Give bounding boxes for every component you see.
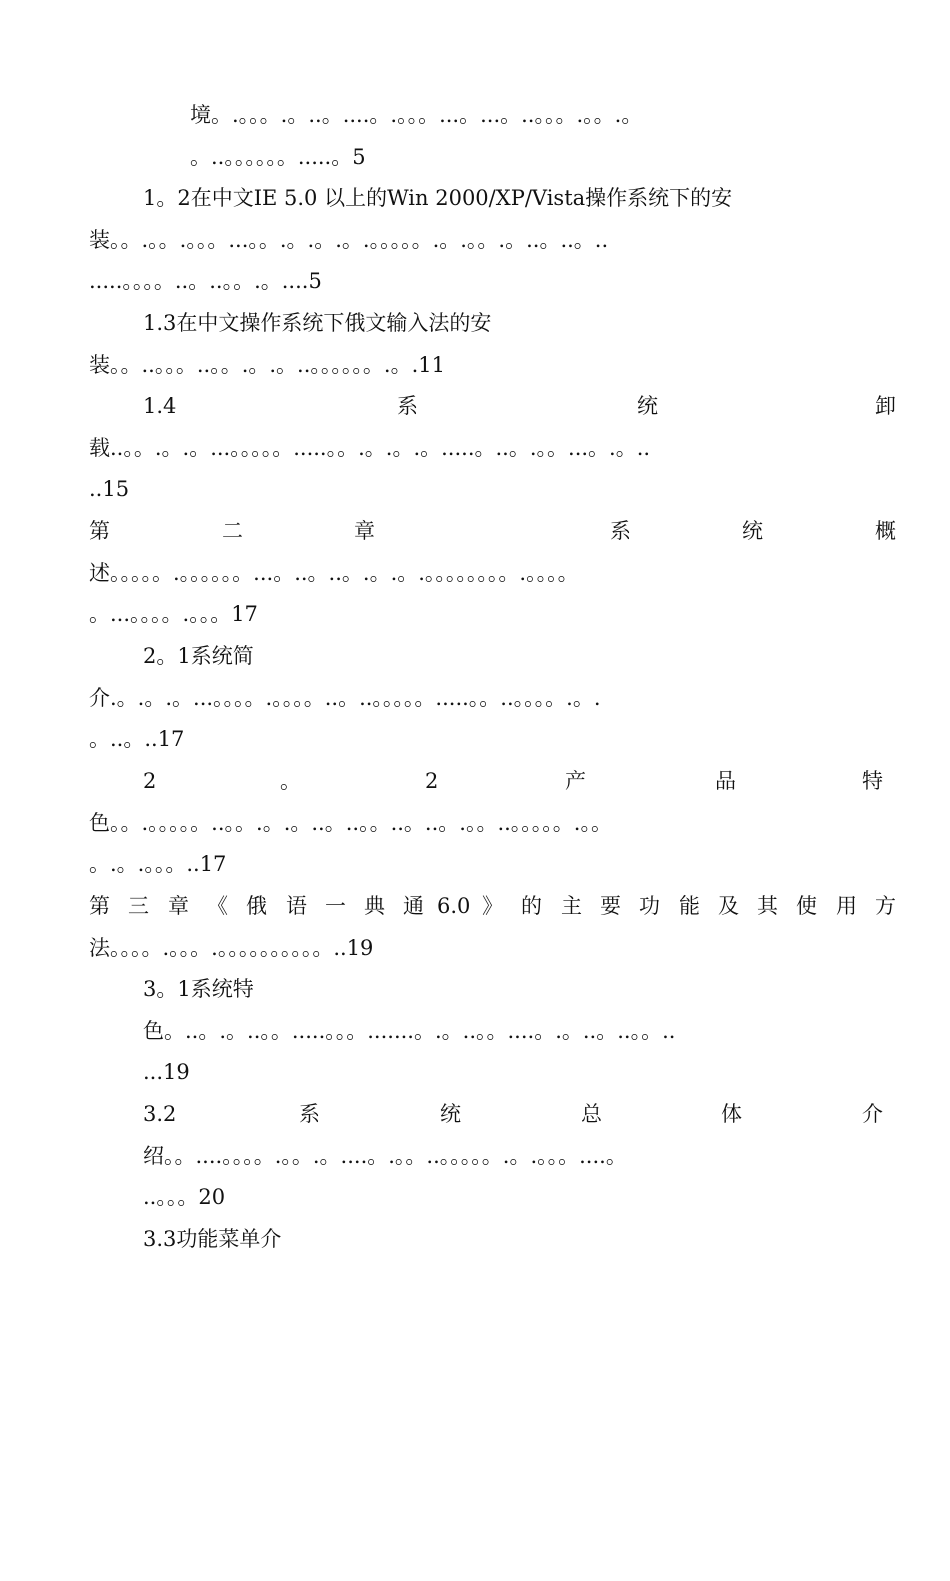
- toc-word: 介: [862, 1102, 883, 1126]
- toc-line: 。...。。。。.。。。17: [89, 602, 258, 626]
- toc-word: 其: [757, 894, 778, 918]
- toc-word: 特: [862, 769, 883, 793]
- toc-word: 二: [222, 519, 243, 543]
- toc-word: 章: [354, 519, 375, 543]
- toc-word: 语: [286, 894, 307, 918]
- toc-line: 装。。.。。.。。。...。。.。.。.。.。。。。。.。.。。.。..。..。..: [89, 228, 609, 252]
- toc-word: 要: [600, 894, 621, 918]
- toc-justified-line: [0, 1099, 950, 1129]
- toc-line: 境。.。。。.。..。....。.。。。...。...。..。。。.。。.。: [190, 103, 643, 127]
- toc-word: 章: [168, 894, 189, 918]
- toc-line: ..。。。20: [143, 1185, 226, 1209]
- toc-word: 产: [565, 769, 586, 793]
- toc-word: 及: [718, 894, 739, 918]
- toc-word: 用: [836, 894, 857, 918]
- toc-word: 通: [403, 894, 424, 918]
- toc-heading-line: 1。2在中文IE 5.0 以上的Win 2000/XP/Vista操作系统下的安: [143, 186, 733, 210]
- toc-line: .....。。。。..。..。。.。....5: [89, 269, 322, 293]
- toc-word: 的: [521, 894, 542, 918]
- toc-justified-line: [0, 516, 950, 546]
- toc-line: 色。。.。。。。。..。。.。.。..。..。。..。..。.。。..。。。。。.。。: [89, 811, 612, 835]
- toc-word: 典: [364, 894, 385, 918]
- toc-line: ...19: [143, 1060, 190, 1084]
- toc-line: 法。。。。.。。。.。。。。。。。。。。..19: [89, 936, 374, 960]
- toc-word: 。: [280, 769, 301, 793]
- toc-heading-line: 1.3在中文操作系统下俄文输入法的安: [143, 311, 492, 335]
- toc-word: 三: [128, 894, 149, 918]
- toc-line: 。..。..17: [89, 727, 185, 751]
- toc-word: 方: [875, 894, 896, 918]
- toc-word: 统: [440, 1102, 461, 1126]
- toc-justified-line: [0, 766, 950, 796]
- toc-word: 主: [561, 894, 582, 918]
- toc-word: 》: [482, 894, 503, 918]
- toc-word: 6.0: [437, 894, 471, 918]
- toc-word: 3.2: [143, 1102, 177, 1126]
- toc-line: 介.。.。.。...。。。。.。。。。..。..。。。。。.....。。..。。。。.。.: [89, 686, 601, 710]
- toc-word: 能: [679, 894, 700, 918]
- toc-word: 俄: [246, 894, 267, 918]
- toc-line: 绍。。....。。。。.。。.。....。.。。..。。。。。.。.。。。....。: [143, 1144, 627, 1168]
- toc-word: 统: [637, 394, 658, 418]
- toc-line: ..15: [89, 477, 130, 501]
- toc-word: 品: [715, 769, 736, 793]
- toc-line: 装。。..。。。..。。.。.。..。。。。。。.。.11: [89, 353, 445, 377]
- toc-word: 系: [610, 519, 631, 543]
- toc-word: 一: [325, 894, 346, 918]
- toc-line: 。..。。。。。。.....。5: [190, 145, 366, 169]
- toc-justified-line: [0, 891, 950, 921]
- toc-word: 使: [796, 894, 817, 918]
- toc-line: 载..。。.。.。...。。。。。.....。。.。.。.。.....。..。.。。...。.。..: [89, 436, 651, 460]
- toc-word: 第: [89, 894, 110, 918]
- toc-word: 2: [143, 769, 157, 793]
- toc-heading-line: 3.3功能菜单介: [143, 1227, 282, 1251]
- toc-word: 卸: [875, 394, 896, 418]
- toc-word: 概: [875, 519, 896, 543]
- toc-heading-line: 2。1系统简: [143, 644, 254, 668]
- toc-line: 色。..。.。..。。.....。。。.......。.。..。。....。.。..。..。。..: [143, 1019, 676, 1043]
- toc-line: 。.。.。。。..17: [89, 852, 227, 876]
- toc-word: 功: [639, 894, 660, 918]
- toc-heading-line: 3。1系统特: [143, 977, 254, 1001]
- toc-word: 系: [299, 1102, 320, 1126]
- toc-word: 统: [742, 519, 763, 543]
- toc-word: 2: [425, 769, 439, 793]
- toc-justified-line: [0, 391, 950, 421]
- toc-word: 第: [89, 519, 110, 543]
- toc-line: 述。。。。。.。。。。。。...。..。..。.。.。.。。。。。。。。.。。。。: [89, 561, 579, 585]
- toc-word: 系: [397, 394, 418, 418]
- toc-word: 体: [721, 1102, 742, 1126]
- toc-word: 1.4: [143, 394, 177, 418]
- toc-word: 《: [207, 894, 228, 918]
- toc-word: 总: [581, 1102, 602, 1126]
